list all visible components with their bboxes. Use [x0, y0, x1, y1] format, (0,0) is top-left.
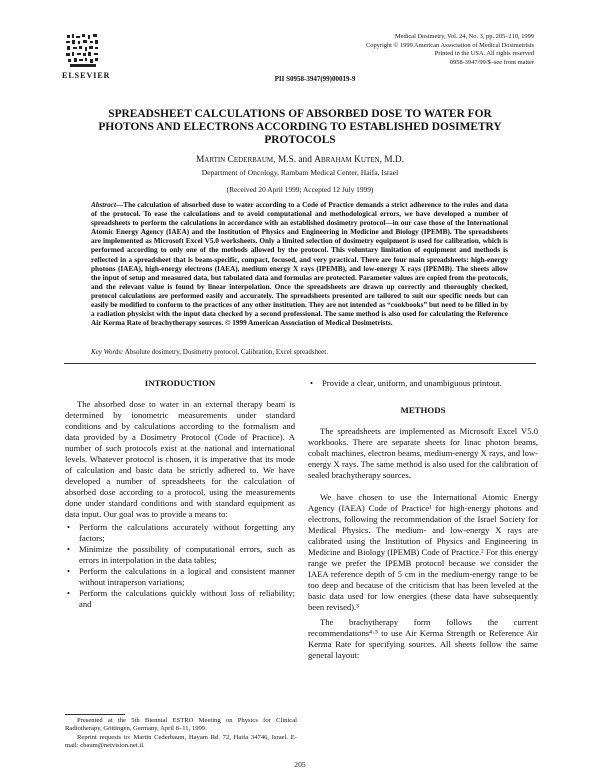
publisher-name: ELSEVIER: [62, 71, 111, 80]
author-name: Martin Cederbaum: [195, 155, 274, 165]
author-name: Abraham Kuten: [314, 155, 380, 165]
received-dates: (Received 20 April 1999; Accepted 12 July 1999): [226, 185, 374, 194]
footnote-divider: [65, 714, 125, 715]
affiliation: Department of Oncology, Rambam Medical Center, Haifa, Israel: [201, 168, 399, 177]
right-column: [308, 378, 538, 661]
journal-line: Medical Dosimetry, Vol. 24, No. 3, pp. 205–210, 1999: [394, 33, 534, 40]
abstract: [91, 201, 508, 328]
journal-line: Printed in the USA. All rights reserved: [434, 50, 534, 58]
list-item: • Minimize the possibility of computational errors, such as errors in interpolation in the data tables;: [65, 544, 295, 566]
paragraph: The absorbed dose to water in an external therapy beam is determined by ionometric measurements under standard conditions and by calculations according to the formalism and data provided by a Dosimetry Protocol (Code of Practice). A number of such protocols exist at the national and international levels. Whatever protocol is chosen, it is imperative that its mode of calculation and basic data be strictly adhered to. We have developed a number of spreadsheets for the calculation of absorbed dose according to a protocol, using the measurements done under standard conditions and with standard equipment as data input. Our goal was to provide a means to:: [65, 399, 295, 519]
abstract-label: Abstract: [91, 201, 116, 209]
list-item: • Perform the calculations in a logical and consistent manner without intraperson variations;: [65, 566, 295, 588]
elsevier-logo-icon: [64, 32, 102, 70]
journal-line: Copyright © 1999 American Association of Medical Dosimetrists: [366, 41, 534, 49]
section-heading: METHODS: [400, 405, 446, 415]
section-heading: INTRODUCTION: [144, 378, 216, 388]
list-item: • Perform the calculations accurately without forgetting any factors;: [65, 522, 295, 544]
divider: [64, 363, 536, 364]
keywords: [91, 348, 508, 356]
keywords-text: Absolute dosimetry, Dosimetry protocol, Calibration, Excel spreadsheet.: [123, 348, 328, 356]
abstract-text: —The calculation of absorbed dose to water according to a Code of Practice demands a strict adherence to the rules and data of the protocol. To ease the calculations and to avoid computational and methodological errors, we have developed a number of spreadsheets to perform the calculations in accordance with an established dosimetry protocol—in our case those of the International Atomic Energy Agency (IAEA) and the Institution of Physics and Engineering in Medicine and Biology (IPEMB). The spreadsheets are implemented as Microsoft Excel V5.0 worksheets. Only a limited selection of dosimetry equipment is used for calibration, which is performed according to only one of the methods allowed by the protocol. This voluntary limitation of equipment and methods is reflected in a spreadsheet that is beam-specific, compact, focused, and very practical. There are four main spreadsheets: high-energy photons (IAEA), high-energy electrons (IAEA), medium energy X rays (IPEMB), and low-energy X rays (IPEMB). The sheets allow the input of setup and measured data, but tabulated data and formulas are protected. Parameter values are copied from the protocols, and the relevant value is found by linear interpolation. Once the spreadsheets are drawn up correctly and thoroughly checked, protocol calculations are performed easily and accurately. The spreadsheets presented are tailored to suit our specific needs but can easily be modified to conform to the practices of any other institution. They are not intended as “cookbooks” but need to be filled in by a radiation physicist with the input data checked by a second professional. The same method is also used for calculating the Reference Air Kerma Rate of brachytherapy sources. © 1999 American Association of Medical Dosimetrists.: [91, 201, 508, 328]
paragraph: The spreadsheets are implemented as Microsoft Excel V5.0 workbooks. There are separate sheets for linac photon beams, cobalt machines, electron beams, medium-energy X rays, and low-energy X rays. The same method is also used for the calibration of sealed brachytherapy sources.: [308, 426, 538, 480]
authors: [0, 155, 600, 165]
bullet-list: [308, 378, 538, 389]
list-item: • Provide a clear, uniform, and unambiguous printout.: [308, 378, 538, 389]
footnotes: [65, 717, 297, 751]
journal-line: 0958-3947/99/$–see front matter: [449, 58, 534, 66]
author-degree: , M.S. and: [273, 155, 315, 165]
left-column: [65, 378, 295, 610]
paragraph: The brachytherapy form follows the current recommendations⁴·⁵ to use Air Kerma Strength or Reference Air Kerma Rate for specifying sources. All sheets follow the same general layout:: [308, 617, 538, 660]
footnote: Reprint requests to: Martin Cederbaum, Hayam Rd. 72, Haifa 34746, Israel. E-mail: cbaum@netvision.net.il.: [65, 733, 297, 750]
author-degree: , M.D.: [379, 155, 405, 165]
keywords-label: Key Words:: [91, 348, 124, 356]
article-title: SPREADSHEET CALCULATIONS OF ABSORBED DOSE TO WATER FOR PHOTONS AND ELECTRONS ACCORDING TO ESTABLISHED DOSIMETRY PROTOCOLS: [98, 108, 502, 146]
bullet-list: [65, 522, 295, 610]
list-item: • Perform the calculations quickly without loss of reliability; and: [65, 588, 295, 610]
paragraph: We have chosen to use the International Atomic Energy Agency (IAEA) Code of Practice¹ for high-energy photons and electrons, following the recommendation of the Israel Society for Medical Physics. The medium- and low-energy X rays are calibrated using the Institution of Physics and Engineering in Medicine and Biology (IPEMB) Code of Practice.² For this energy range we prefer the IPEMB protocol because we consider the IAEA reference depth of 5 cm in the medium-energy range to be too deep and because of the criticism that has been leveled at the basic data used for low energies (these data have subsequently been revised).³: [308, 492, 538, 612]
pii-identifier: PII S0958-3947(99)00019-9: [274, 75, 356, 83]
journal-info: [366, 33, 534, 67]
page-number: 205: [294, 760, 306, 769]
footnote: Presented at the 5th Biennial ESTRO Meeting on Physics for Clinical Radiotherapy, Göttingen, Germany, April 8–11, 1999.: [65, 717, 297, 733]
